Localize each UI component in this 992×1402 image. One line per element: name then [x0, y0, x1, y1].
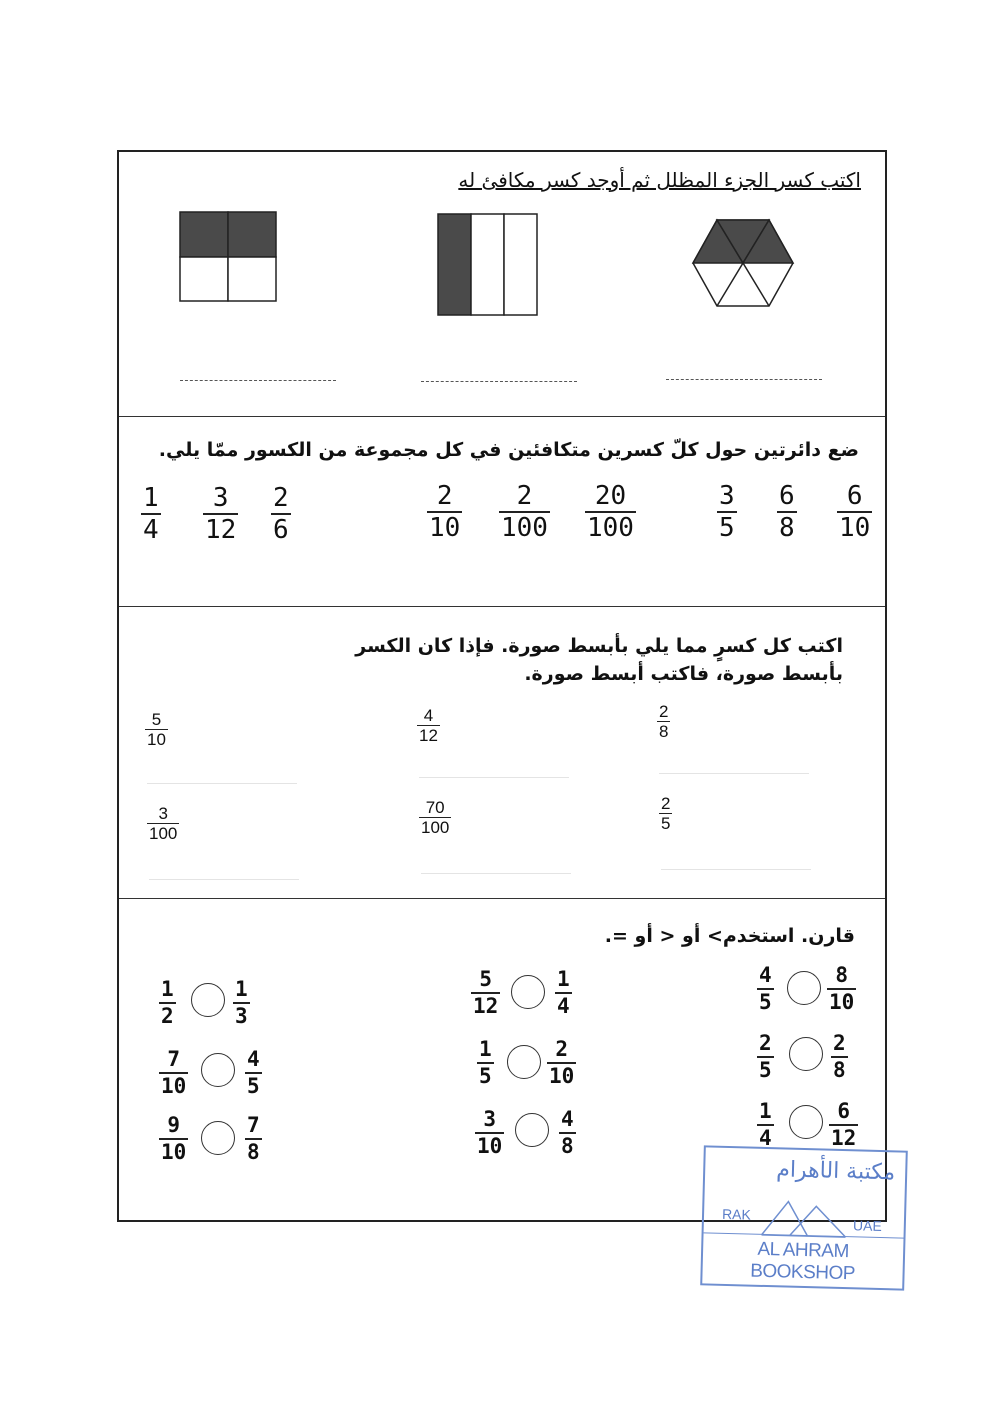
- denominator: 5: [719, 513, 735, 543]
- numerator: 3: [158, 804, 168, 823]
- compare-circle[interactable]: [515, 1113, 549, 1147]
- denominator: 8: [247, 1140, 260, 1164]
- numerator: 2: [659, 702, 669, 721]
- answer-line-quarters[interactable]: [180, 380, 336, 381]
- compare-left-fraction: [159, 979, 176, 1027]
- denominator: 5: [247, 1074, 260, 1098]
- denominator: 12: [419, 726, 438, 745]
- denominator: 5: [661, 814, 671, 833]
- numerator: 2: [436, 481, 453, 511]
- denominator: 4: [759, 1126, 772, 1150]
- denominator: 3: [235, 1004, 248, 1028]
- fraction-3-100: [147, 805, 179, 842]
- denominator: 10: [161, 1074, 187, 1098]
- fraction-6-10[interactable]: [837, 483, 872, 541]
- denominator: 10: [477, 1134, 503, 1158]
- denominator: 5: [479, 1064, 492, 1088]
- numerator: 6: [779, 481, 795, 511]
- compare-right-fraction: [547, 1039, 576, 1087]
- numerator: 2: [661, 794, 671, 813]
- compare-right-fraction: [829, 1101, 858, 1149]
- compare-left-fraction: [757, 1033, 774, 1081]
- denominator: 10: [839, 513, 871, 543]
- fraction-5-10: [145, 711, 168, 748]
- compare-right-fraction: [555, 969, 572, 1017]
- numerator: 20: [594, 481, 627, 511]
- compare-circle[interactable]: [511, 975, 545, 1009]
- quarters-square-figure: [179, 211, 278, 303]
- numerator: 6: [837, 1099, 850, 1123]
- compare-right-fraction: [233, 979, 250, 1027]
- numerator: 9: [167, 1113, 180, 1137]
- denominator: 8: [779, 513, 795, 543]
- compare-left-fraction: [471, 969, 500, 1017]
- numerator: 4: [561, 1107, 574, 1131]
- numerator: 5: [479, 967, 492, 991]
- fraction-2-100[interactable]: [499, 483, 550, 541]
- compare-right-fraction: [559, 1109, 576, 1157]
- numerator: 3: [483, 1107, 496, 1131]
- numerator: 1: [143, 483, 159, 513]
- denominator: 4: [143, 515, 159, 545]
- fraction-4-12: [417, 707, 440, 744]
- denominator: 10: [147, 730, 166, 749]
- numerator: 2: [273, 483, 289, 513]
- numerator: 4: [247, 1047, 260, 1071]
- denominator: 2: [161, 1004, 174, 1028]
- fraction-3-12[interactable]: [203, 485, 238, 543]
- numerator: 2: [516, 481, 533, 511]
- fraction-2-10[interactable]: [427, 483, 462, 541]
- numerator: 2: [555, 1037, 568, 1061]
- numerator: 5: [151, 710, 162, 729]
- denominator: 12: [473, 994, 499, 1018]
- denominator: 100: [587, 513, 634, 543]
- compare-circle[interactable]: [191, 983, 225, 1017]
- numerator: 3: [719, 481, 735, 511]
- denominator: 100: [501, 513, 548, 543]
- denominator: 8: [561, 1134, 574, 1158]
- fraction-1-4[interactable]: [141, 485, 161, 543]
- denominator: 8: [833, 1058, 846, 1082]
- compare-circle[interactable]: [789, 1037, 823, 1071]
- numerator: 1: [759, 1099, 772, 1123]
- stamp-rak-text: RAK: [721, 1205, 752, 1223]
- compare-circle[interactable]: [787, 971, 821, 1005]
- numerator: 70: [425, 798, 445, 817]
- numerator: 2: [833, 1031, 846, 1055]
- denominator: 10: [161, 1140, 187, 1164]
- thirds-bar-figure: [437, 213, 539, 317]
- numerator: 1: [479, 1037, 492, 1061]
- denominator: 10: [429, 513, 461, 543]
- answer-line[interactable]: [419, 777, 569, 778]
- denominator: 100: [421, 818, 450, 837]
- section3-title-line2: بأبسط صورة، فاكتب أبسط صورة.: [524, 663, 843, 685]
- denominator: 6: [273, 515, 289, 545]
- section2-title: ضع دائرتين حول كلّ كسرين متكافئين في كل مجموعة من الكسور ممّا يلي.: [158, 439, 859, 461]
- compare-right-fraction: [245, 1049, 262, 1097]
- section3-title-line1: اكتب كل كسرٍ مما يلي بأبسط صورة. فإذا كان الكسر: [355, 635, 843, 657]
- numerator: 3: [212, 483, 229, 513]
- compare-circle[interactable]: [201, 1121, 235, 1155]
- fraction-2-5: [659, 795, 672, 832]
- fraction-3-5[interactable]: [717, 483, 737, 541]
- answer-line-hexagon[interactable]: [666, 379, 822, 380]
- numerator: 4: [759, 963, 772, 987]
- stamp-english-text: AL AHRAM BOOKSHOP: [702, 1232, 903, 1286]
- denominator: 4: [557, 994, 570, 1018]
- numerator: 1: [161, 977, 174, 1001]
- section-equivalent-fractions: [119, 416, 885, 606]
- fraction-2-6[interactable]: [271, 485, 291, 543]
- compare-right-fraction: [245, 1115, 262, 1163]
- worksheet: [117, 150, 887, 1222]
- compare-left-fraction: [757, 965, 774, 1013]
- section-simplest-form: [119, 606, 885, 898]
- compare-left-fraction: [159, 1049, 188, 1097]
- numerator: 7: [247, 1113, 260, 1137]
- section4-title: قارن. استخدم> أو < أو =.: [604, 925, 855, 947]
- section1-title: اكتب كسر الجزء المظلل ثم أوجد كسر مكافئ له: [458, 168, 861, 192]
- numerator: 2: [759, 1031, 772, 1055]
- numerator: 8: [835, 963, 848, 987]
- denominator: 12: [831, 1126, 857, 1150]
- numerator: 7: [167, 1047, 180, 1071]
- denominator: 12: [205, 515, 237, 545]
- answer-line[interactable]: [149, 879, 299, 880]
- answer-line-thirds[interactable]: [421, 381, 577, 382]
- compare-left-fraction: [159, 1115, 188, 1163]
- answer-line[interactable]: [661, 869, 811, 870]
- fraction-20-100[interactable]: [585, 483, 636, 541]
- answer-line[interactable]: [421, 873, 571, 874]
- answer-line[interactable]: [147, 783, 297, 784]
- compare-right-fraction: [827, 965, 856, 1013]
- compare-circle[interactable]: [201, 1053, 235, 1087]
- stamp-uae-text: UAE: [852, 1217, 883, 1235]
- denominator: 10: [549, 1064, 575, 1088]
- fraction-70-100: [419, 799, 451, 836]
- compare-right-fraction: [831, 1033, 848, 1081]
- compare-left-fraction: [475, 1109, 504, 1157]
- fraction-6-8[interactable]: [777, 483, 797, 541]
- answer-line[interactable]: [659, 773, 809, 774]
- denominator: 8: [659, 722, 669, 741]
- numerator: 4: [423, 706, 434, 725]
- stamp-arabic-text: مكتبة الأهرام: [775, 1157, 896, 1186]
- numerator: 1: [557, 967, 570, 991]
- denominator: 100: [149, 824, 178, 843]
- compare-circle[interactable]: [507, 1045, 541, 1079]
- denominator: 5: [759, 1058, 772, 1082]
- denominator: 5: [759, 990, 772, 1014]
- section-shaded-fractions: [119, 152, 885, 416]
- compare-left-fraction: [477, 1039, 494, 1087]
- numerator: 1: [235, 977, 248, 1001]
- denominator: 10: [829, 990, 855, 1014]
- compare-circle[interactable]: [789, 1105, 823, 1139]
- numerator: 6: [846, 481, 863, 511]
- compare-left-fraction: [757, 1101, 774, 1149]
- fraction-2-8: [657, 703, 670, 740]
- hexagon-figure: [691, 218, 795, 308]
- bookshop-stamp: [700, 1145, 908, 1290]
